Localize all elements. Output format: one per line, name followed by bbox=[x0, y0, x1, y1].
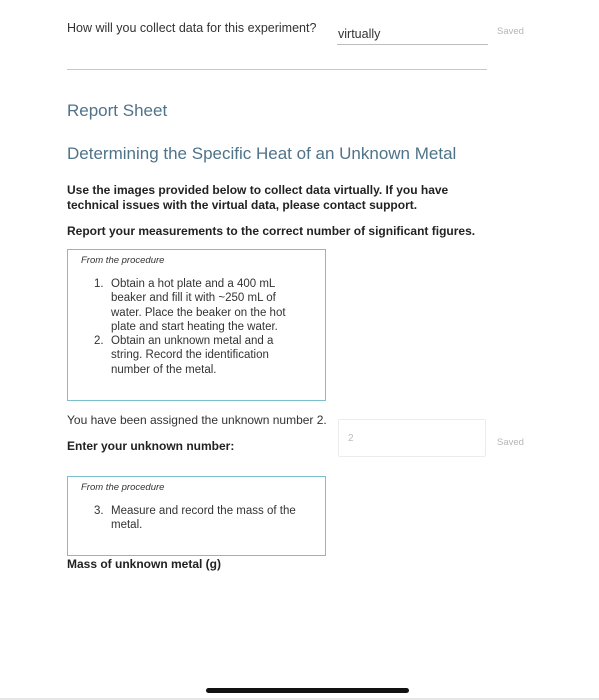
procedure-step bbox=[94, 277, 294, 334]
procedure-steps bbox=[94, 277, 294, 377]
procedure-box bbox=[67, 249, 326, 401]
step-text: Measure and record the mass of the metal. bbox=[111, 505, 296, 532]
section-divider bbox=[67, 69, 487, 70]
experiment-title: Determining the Specific Heat of an Unknown Metal bbox=[67, 144, 457, 163]
step-text: Obtain an unknown metal and a string. Record the identification number of the metal. bbox=[111, 335, 274, 376]
procedure-step bbox=[94, 334, 294, 377]
home-indicator[interactable] bbox=[206, 688, 409, 693]
question-label: How will you collect data for this experiment? bbox=[67, 21, 317, 35]
procedure-header: From the procedure bbox=[81, 255, 165, 266]
saved-status: Saved bbox=[497, 437, 524, 448]
step-number: 2. bbox=[94, 335, 104, 348]
report-sheet-heading: Report Sheet bbox=[67, 101, 168, 120]
procedure-step bbox=[94, 504, 299, 533]
procedure-header: From the procedure bbox=[81, 482, 165, 493]
step-number: 1. bbox=[94, 278, 104, 290]
step-text: Obtain a hot plate and a 400 mL beaker and fill it with ~250 mL of water. Place the beaker on the hot plate and start heating the water. bbox=[111, 278, 286, 333]
instructions-text: Use the images provided below to collect data virtually. If you have technical issues with the virtual data, please contact support. bbox=[67, 183, 449, 212]
assigned-unknown-text: You have been assigned the unknown number 2. bbox=[67, 413, 327, 427]
step-number: 3. bbox=[94, 505, 104, 517]
procedure-box bbox=[67, 476, 326, 556]
unknown-number-label: Enter your unknown number: bbox=[67, 439, 235, 453]
saved-status: Saved bbox=[497, 26, 524, 37]
collection-method-input[interactable] bbox=[337, 24, 488, 45]
unknown-number-input[interactable] bbox=[338, 419, 486, 457]
mass-label: Mass of unknown metal (g) bbox=[67, 557, 222, 571]
procedure-steps bbox=[94, 504, 299, 533]
sig-figs-note: Report your measurements to the correct number of significant figures. bbox=[67, 224, 476, 238]
